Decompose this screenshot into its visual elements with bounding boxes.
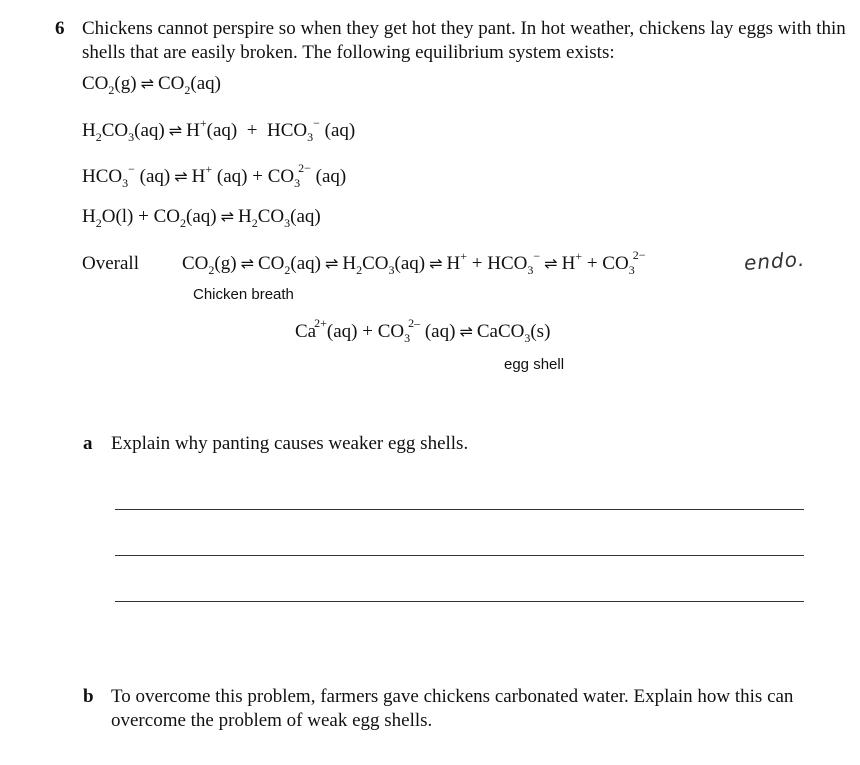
egg-shell-annotation: egg shell (504, 356, 565, 373)
equation-1: $CO_2(g)$ ⇌ $CO_2(aq)$ (82, 73, 221, 97)
answer-line[interactable] (115, 555, 804, 556)
part-b-label: b (83, 686, 94, 707)
overall-equation: $CO_2(g)$ ⇌ $CO_2(aq)$ ⇌ $H_2CO_3(aq)$ ⇌ $H^+ + HCO_3^-$ ⇌ $H^+ + CO_3^{2-}$ (182, 248, 646, 277)
part-b-text: To overcome this problem, farmers gave chickens carbonated water. Explain how this can overcome the problem of weak egg shells. (111, 686, 794, 731)
question-number: 6 (55, 18, 65, 39)
question-intro: Chickens cannot perspire so when they get hot they pant. In hot weather, chickens lay eggs with thin shells that are easily broken. The following equilibrium system exists: (82, 18, 846, 63)
overall-label: Overall (82, 253, 139, 274)
part-a-label: a (83, 433, 93, 454)
answer-line[interactable] (115, 509, 804, 510)
answer-line[interactable] (115, 601, 804, 602)
equation-6: $Ca^{2+}(aq) + CO_3^{2-}$ (aq) ⇌ CaCO$_3$(s) (295, 316, 551, 345)
handwritten-note: endo. (743, 246, 806, 275)
part-a-text: Explain why panting causes weaker egg shells. (111, 433, 469, 454)
chicken-breath-annotation: Chicken breath (193, 286, 294, 303)
equation-3: $HCO_3^-$ (aq) ⇌ H+ $(aq) + CO_3^{2-}$ (aq) (82, 161, 347, 190)
equation-4: $H_2O(l) + CO_2(aq)$ ⇌ $H_2CO_3(aq)$ (82, 206, 321, 230)
equation-2: $H_2CO_3(aq)$ ⇌ $H^+(aq) + HCO_3^-$ (aq) (82, 116, 356, 144)
